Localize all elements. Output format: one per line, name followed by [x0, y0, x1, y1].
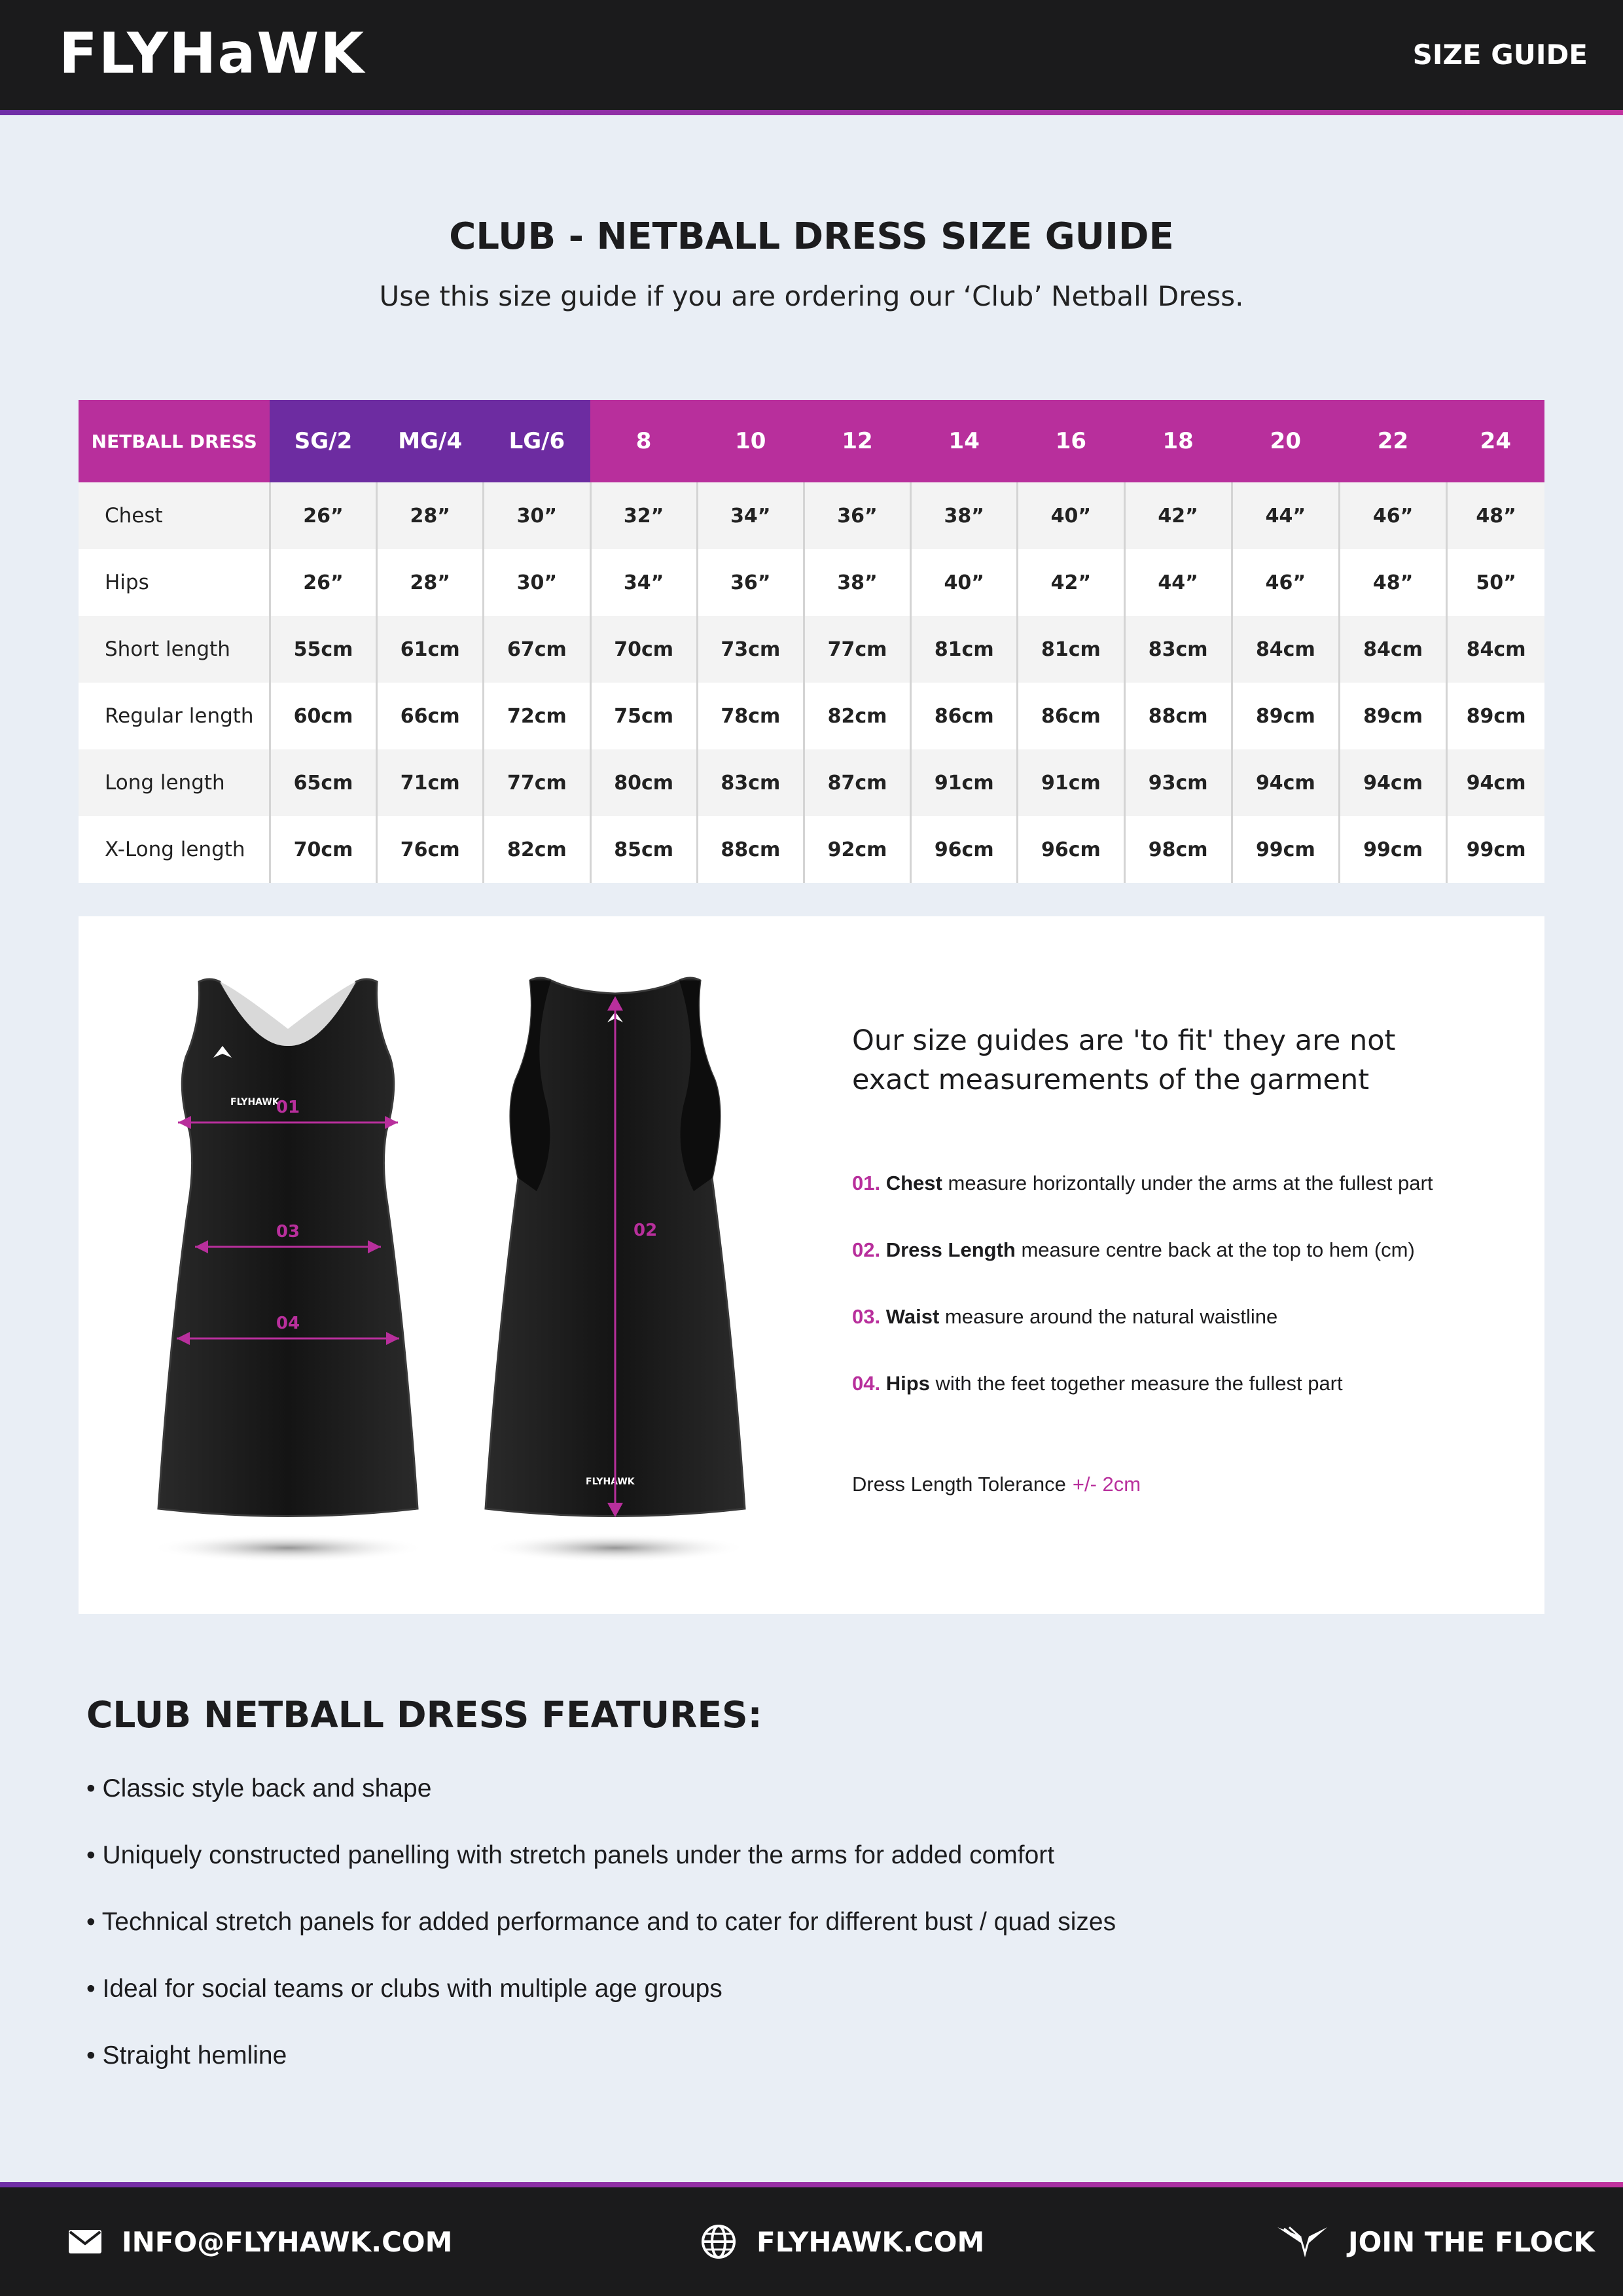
measure-number: 01.	[852, 1172, 881, 1194]
table-cell: 81cm	[1018, 616, 1124, 683]
table-cell: 96cm	[911, 816, 1018, 883]
measure-description: with the feet together measure the fullest part	[935, 1372, 1343, 1395]
flyhawk-wing-icon	[1276, 2223, 1329, 2260]
row-label: Chest	[79, 482, 270, 549]
back-dress	[484, 978, 746, 1562]
column-header: 12	[804, 400, 910, 482]
table-cell: 76cm	[377, 816, 484, 883]
table-cell: 67cm	[484, 616, 590, 683]
page-title: CLUB - NETBALL DRESS SIZE GUIDE	[449, 215, 1174, 258]
table-cell: 80cm	[590, 749, 697, 816]
table-cell: 44”	[1232, 482, 1339, 549]
feature-item: • Ideal for social teams or clubs with multiple age groups	[86, 1975, 722, 2003]
measure-item-waist	[852, 1302, 1520, 1331]
table-cell: 38”	[911, 482, 1018, 549]
measure-number: 03.	[852, 1305, 881, 1328]
table-cell: 94cm	[1447, 749, 1544, 816]
table-row	[79, 616, 1544, 683]
table-cell: 83cm	[697, 749, 804, 816]
table-cell: 91cm	[1018, 749, 1124, 816]
front-dress-logo: FLYHAWK	[230, 1097, 279, 1107]
length-marker: 02	[633, 1221, 658, 1240]
column-header: NETBALL DRESS	[79, 400, 270, 482]
column-header: 16	[1018, 400, 1124, 482]
features-title: CLUB NETBALL DRESS FEATURES:	[86, 1694, 762, 1736]
column-header: LG/6	[484, 400, 590, 482]
table-cell: 30”	[484, 549, 590, 616]
table-row	[79, 816, 1544, 883]
table-cell: 72cm	[484, 683, 590, 749]
table-cell: 26”	[270, 482, 376, 549]
column-header: 8	[590, 400, 697, 482]
column-header: 24	[1447, 400, 1544, 482]
table-cell: 55cm	[270, 616, 376, 683]
footer-accent-stripe	[0, 2182, 1623, 2187]
table-row	[79, 549, 1544, 616]
table-cell: 36”	[697, 549, 804, 616]
table-cell: 38”	[804, 549, 910, 616]
table-cell: 46”	[1339, 482, 1446, 549]
column-header: 22	[1339, 400, 1446, 482]
table-cell: 75cm	[590, 683, 697, 749]
tolerance-label: Dress Length Tolerance	[852, 1473, 1066, 1496]
table-cell: 96cm	[1018, 816, 1124, 883]
measure-item-hips	[852, 1369, 1520, 1398]
fit-note: Our size guides are 'to fit' they are not exact measurements of the garment	[852, 1024, 1396, 1096]
tolerance-value: +/- 2cm	[1072, 1473, 1141, 1496]
table-cell: 88cm	[1124, 683, 1232, 749]
footer-website-text: FLYHAWK.COM	[757, 2225, 985, 2258]
globe-icon	[700, 2223, 737, 2260]
measure-name: Hips	[885, 1372, 930, 1395]
mail-icon	[68, 2229, 102, 2254]
table-cell: 86cm	[1018, 683, 1124, 749]
table-cell: 87cm	[804, 749, 910, 816]
table-cell: 84cm	[1232, 616, 1339, 683]
measure-number: 04.	[852, 1372, 881, 1395]
table-cell: 85cm	[590, 816, 697, 883]
table-header-row	[79, 400, 1544, 482]
row-label: X-Long length	[79, 816, 270, 883]
table-cell: 26”	[270, 549, 376, 616]
table-cell: 93cm	[1124, 749, 1232, 816]
front-dress	[151, 979, 425, 1562]
chest-marker: 01	[276, 1098, 300, 1117]
table-cell: 88cm	[697, 816, 804, 883]
footer-website-link[interactable]	[700, 2187, 984, 2296]
table-cell: 91cm	[911, 749, 1018, 816]
measure-description: measure around the natural waistline	[944, 1305, 1278, 1328]
table-cell: 28”	[377, 482, 484, 549]
table-cell: 34”	[697, 482, 804, 549]
table-cell: 61cm	[377, 616, 484, 683]
table-cell: 94cm	[1232, 749, 1339, 816]
hips-marker: 04	[276, 1314, 300, 1333]
measure-number: 02.	[852, 1238, 881, 1261]
table-row	[79, 749, 1544, 816]
column-header: 10	[697, 400, 804, 482]
column-header: SG/2	[270, 400, 376, 482]
table-cell: 66cm	[377, 683, 484, 749]
table-row	[79, 683, 1544, 749]
column-header: 20	[1232, 400, 1339, 482]
waist-marker: 03	[276, 1222, 300, 1242]
column-header: 14	[911, 400, 1018, 482]
table-cell: 44”	[1124, 549, 1232, 616]
table-cell: 32”	[590, 482, 697, 549]
table-cell: 83cm	[1124, 616, 1232, 683]
row-label: Regular length	[79, 683, 270, 749]
table-cell: 40”	[1018, 482, 1124, 549]
table-cell: 36”	[804, 482, 910, 549]
table-cell: 77cm	[484, 749, 590, 816]
table-cell: 40”	[911, 549, 1018, 616]
column-header: MG/4	[377, 400, 484, 482]
page-header	[0, 0, 1623, 110]
table-cell: 48”	[1447, 482, 1544, 549]
table-cell: 34”	[590, 549, 697, 616]
flyhawk-logo: FLYHaWK	[59, 21, 365, 86]
back-dress-logo: FLYHAWK	[586, 1477, 635, 1487]
table-cell: 60cm	[270, 683, 376, 749]
size-table	[79, 400, 1544, 883]
row-label: Short length	[79, 616, 270, 683]
table-cell: 42”	[1124, 482, 1232, 549]
measure-description: measure centre back at the top to hem (cm)	[1021, 1238, 1415, 1261]
measure-item-dress-length	[852, 1236, 1520, 1265]
page-footer	[0, 2187, 1623, 2296]
table-cell: 82cm	[804, 683, 910, 749]
table-cell: 99cm	[1232, 816, 1339, 883]
table-row	[79, 482, 1544, 549]
measure-name: Dress Length	[885, 1238, 1016, 1261]
footer-email-link[interactable]	[68, 2187, 452, 2296]
size-guide-label: SIZE GUIDE	[1412, 39, 1588, 71]
feature-item: • Technical stretch panels for added performance and to cater for different bust / quad sizes	[86, 1908, 1116, 1936]
length-tolerance	[852, 1470, 1141, 1499]
table-cell: 99cm	[1339, 816, 1446, 883]
footer-email-text: INFO@FLYHAWK.COM	[122, 2225, 453, 2258]
dress-illustration	[79, 916, 831, 1614]
table-cell: 89cm	[1447, 683, 1544, 749]
table-cell: 78cm	[697, 683, 804, 749]
table-cell: 46”	[1232, 549, 1339, 616]
feature-item: • Straight hemline	[86, 2041, 287, 2070]
table-cell: 92cm	[804, 816, 910, 883]
table-cell: 81cm	[911, 616, 1018, 683]
table-cell: 73cm	[697, 616, 804, 683]
measure-description: measure horizontally under the arms at the fullest part	[948, 1172, 1433, 1194]
table-cell: 84cm	[1339, 616, 1446, 683]
feature-item: • Classic style back and shape	[86, 1774, 432, 1803]
measure-name: Chest	[885, 1172, 942, 1194]
table-cell: 65cm	[270, 749, 376, 816]
table-cell: 30”	[484, 482, 590, 549]
table-cell: 94cm	[1339, 749, 1446, 816]
measure-item-chest	[852, 1169, 1520, 1198]
footer-join-text: JOIN THE FLOCK	[1348, 2225, 1595, 2258]
footer-join-link[interactable]	[1276, 2187, 1595, 2296]
table-cell: 48”	[1339, 549, 1446, 616]
column-header: 18	[1124, 400, 1232, 482]
table-cell: 42”	[1018, 549, 1124, 616]
table-cell: 82cm	[484, 816, 590, 883]
page-subtitle: Use this size guide if you are ordering our ‘Club’ Netball Dress.	[379, 280, 1244, 312]
table-cell: 84cm	[1447, 616, 1544, 683]
table-cell: 70cm	[590, 616, 697, 683]
feature-item: • Uniquely constructed panelling with stretch panels under the arms for added comfort	[86, 1841, 1055, 1869]
table-cell: 28”	[377, 549, 484, 616]
row-label: Long length	[79, 749, 270, 816]
table-cell: 89cm	[1232, 683, 1339, 749]
row-label: Hips	[79, 549, 270, 616]
table-cell: 98cm	[1124, 816, 1232, 883]
header-accent-stripe	[0, 110, 1623, 115]
measurement-panel	[79, 916, 1544, 1614]
measure-name: Waist	[885, 1305, 940, 1328]
table-cell: 77cm	[804, 616, 910, 683]
table-cell: 71cm	[377, 749, 484, 816]
table-cell: 70cm	[270, 816, 376, 883]
table-cell: 50”	[1447, 549, 1544, 616]
table-cell: 86cm	[911, 683, 1018, 749]
table-cell: 89cm	[1339, 683, 1446, 749]
table-cell: 99cm	[1447, 816, 1544, 883]
